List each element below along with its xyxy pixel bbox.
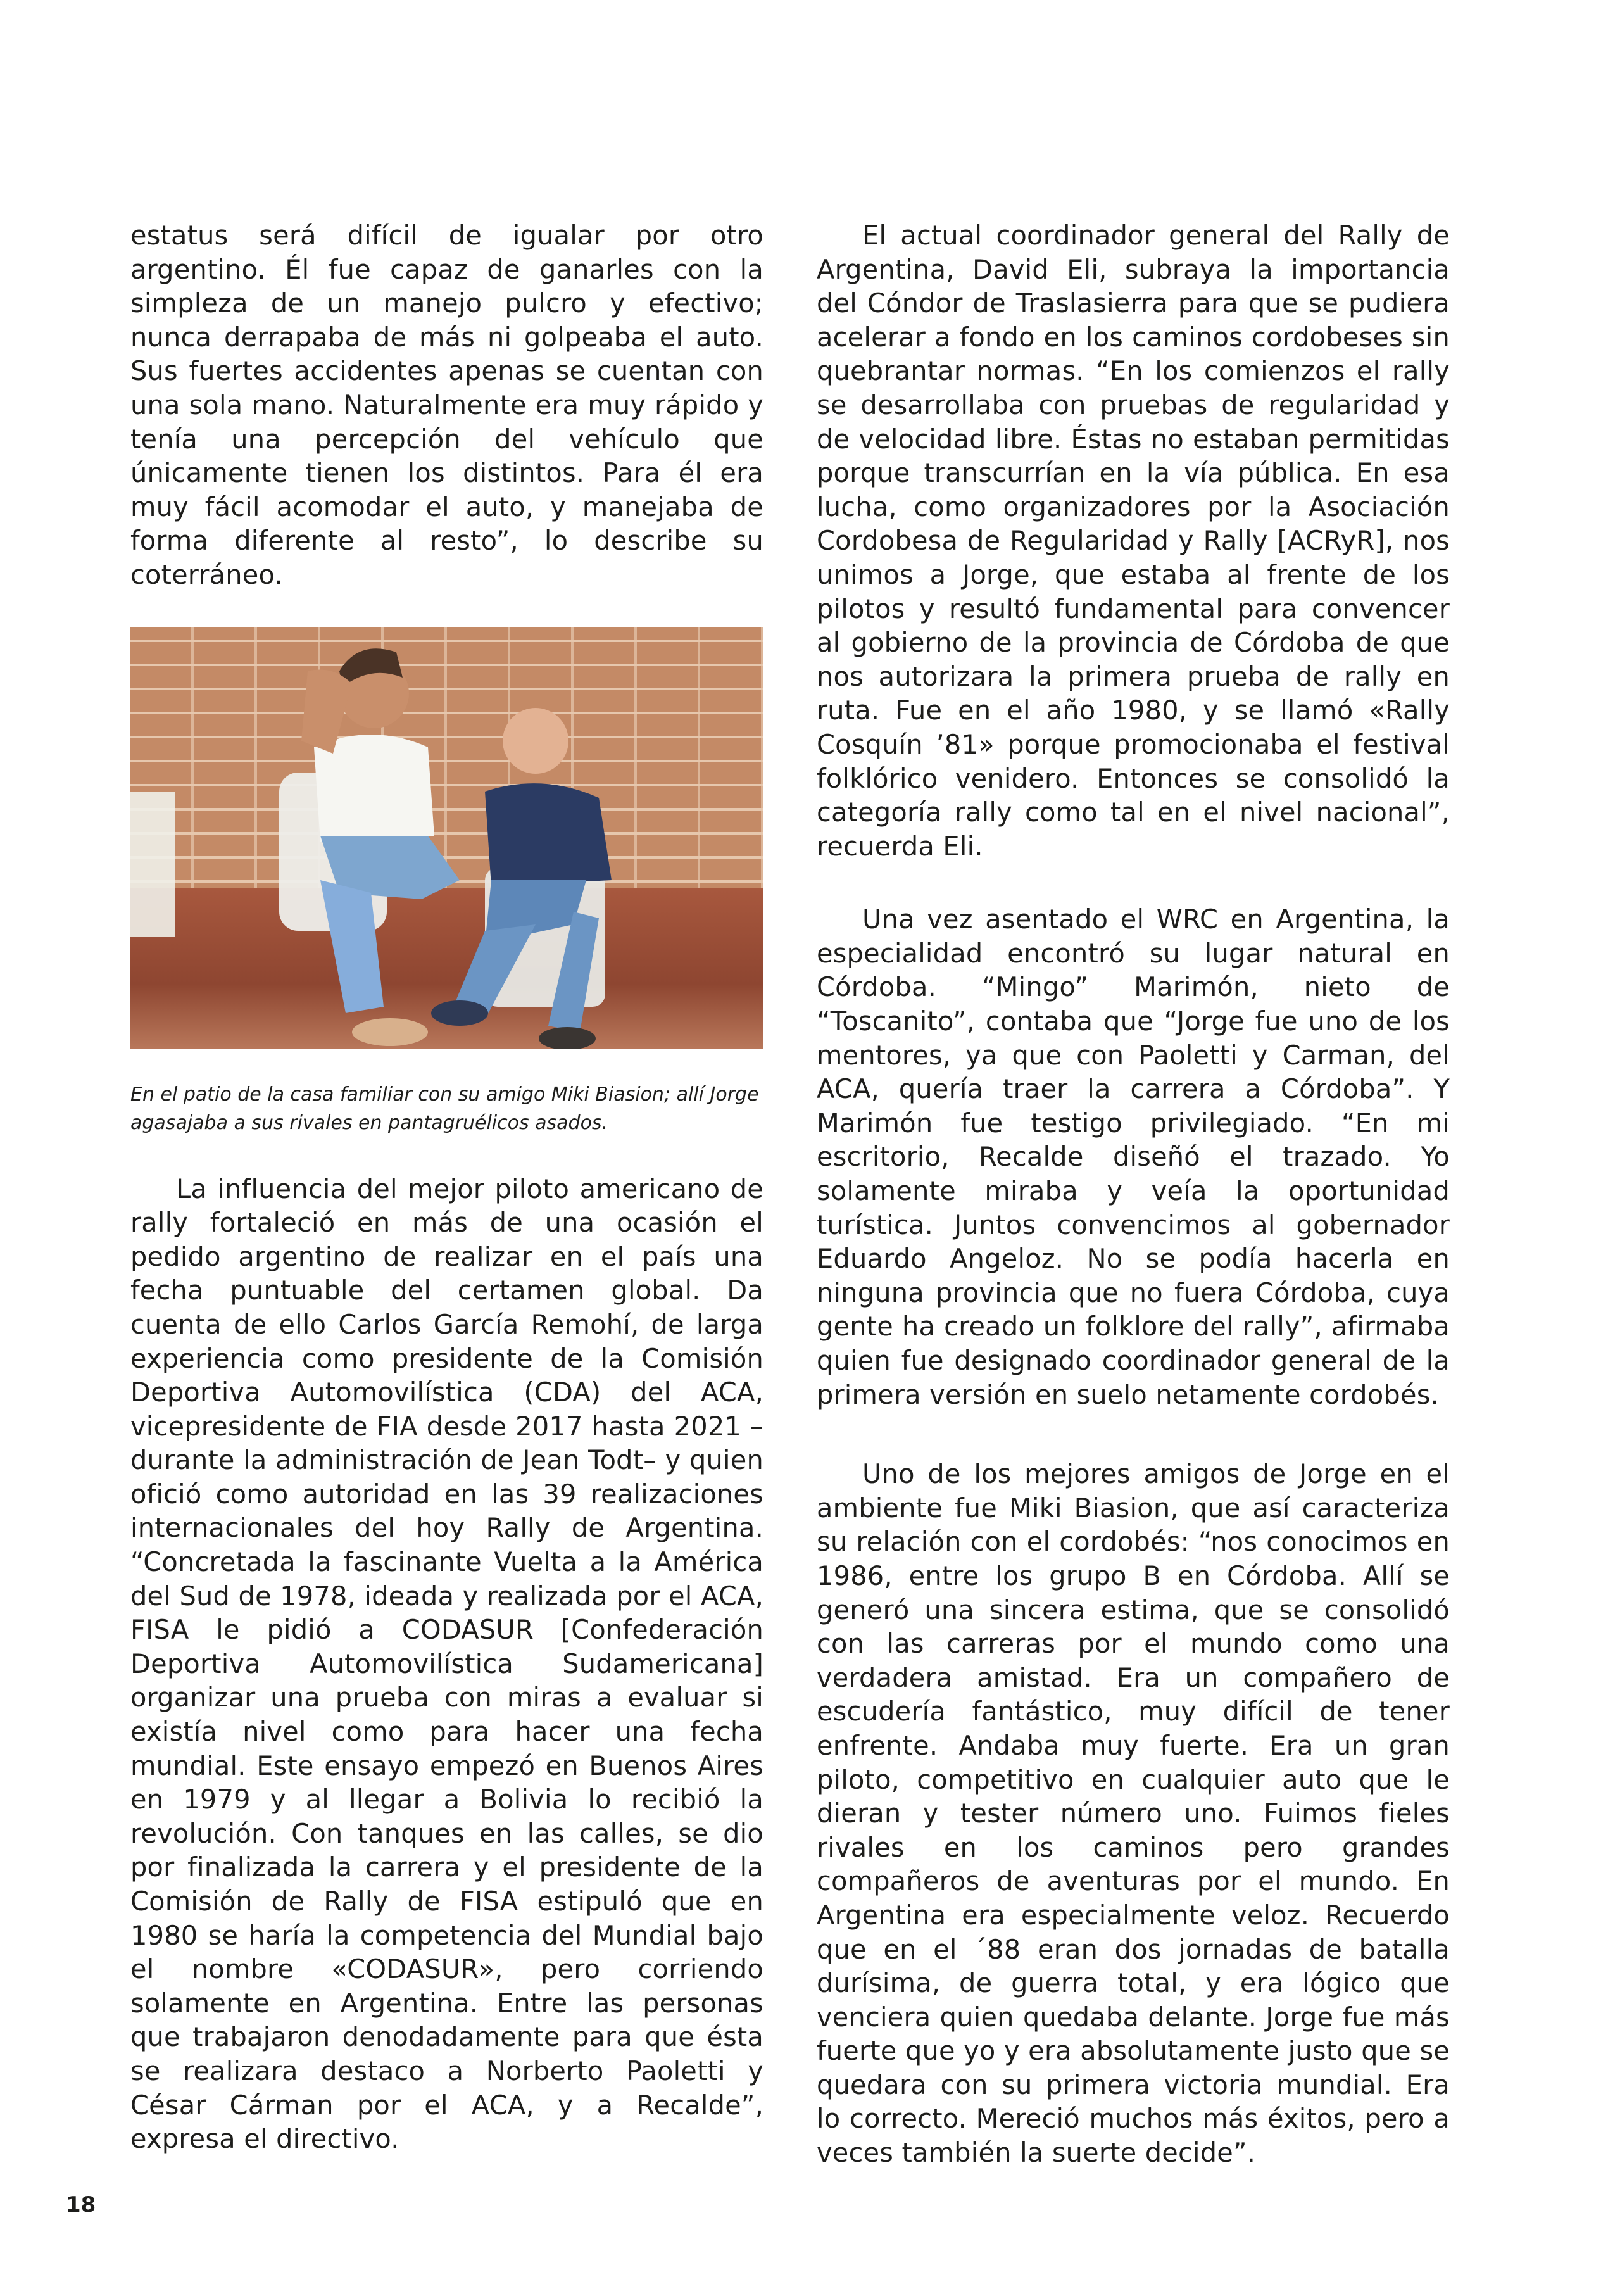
right-column xyxy=(817,218,1450,2170)
paragraph-3: Uno de los mejores amigos de Jorge en el ambiente fue Miki Biasion, que así caracteriza su relación con el cordobés: “nos conocimos en 1986, entre los grupo B en Córdoba. Allí se generó una sincera estima, que se consolidó con las carreras por el mundo como una verdadera amistad. Era un compañero de escudería fantástico, muy difícil de tener enfrente. Andaba muy fuerte. Era un gran piloto, competitivo en cualquier auto que le dieran y tester número uno. Fuimos fieles rivales en los caminos pero grandes compañeros de aventuras por el mundo. En Argentina era especialmente veloz. Recuerdo que en el ´88 eran dos jornadas de batalla durísima, de guerra total, y era lógico que venciera quien quedaba delante. Jorge fue más fuerte que yo y era absolutamente justo que se quedara con su primera victoria mundial. Era lo correcto. Mereció muchos más éxitos, pero a veces también la suerte decide”. xyxy=(817,1458,1450,2169)
patio-photo xyxy=(130,627,763,1049)
paragraph-2: Una vez asentado el WRC en Argentina, la especialidad encontró su lugar natural en Córdoba. “Mingo” Marimón, nieto de “Toscanito”, contaba que “Jorge fue uno de los mentores, ya que con Paoletti y Carman, del ACA, quería traer la carrera a Córdoba”. Y Marimón fue testigo privilegiado. “En mi escritorio, Recalde diseñó el trazado. Yo solamente miraba y veía la oportunidad turística. Juntos convencimos al gobernador Eduardo Angeloz. No se podía hacerla en ninguna provincia que no fuera Córdoba, cuya gente ha creado un folklore del rally”, afirmaba quien fue designado coordinador general de la primera versión en suelo netamente cordobés. xyxy=(817,904,1450,1410)
body-paragraph: La influencia del mejor piloto americano de rally fortaleció en más de una ocasión el pedido argentino de realizar en el país una fecha puntuable del certamen global. Da cuenta de ello Carlos García Remohí, de larga experiencia como presidente de la Comisión Deportiva Automovilística (CDA) del ACA, vicepresidente de FIA desde 2017 hasta 2021 –durante la administración de Jean Todt– y quien ofició como autoridad en las 39 realizaciones internacionales del hoy Rally de Argentina. “Concretada la fascinante Vuelta a la América del Sud de 1978, ideada y realizada por el ACA, FISA le pidió a CODASUR [Confederación Deportiva Automovilística Sudamericana] organizar una prueba con miras a evaluar si existía nivel como para hacer una fecha mundial. Este ensayo empezó en Buenos Aires en 1979 y al llegar a Bolivia lo recibió la revolución. Con tanques en las calles, se dio por finalizada la carrera y el presidente de la Comisión de Rally de FISA estipuló que en 1980 se haría la competencia del Mundial bajo el nombre «CODASUR», pero corriendo solamente en Argentina. Entre las personas que trabajaron denodadamente para que ésta se realizara destaco a Norberto Paoletti y César Cárman por el ACA, y a Recalde”, expresa el directivo. xyxy=(130,1173,763,2155)
left-column xyxy=(130,218,763,2156)
paragraph-1: El actual coordinador general del Rally de Argentina, David Eli, subraya la importancia del Cóndor de Traslasierra para que se pudiera acelerar a fondo en los caminos cordobeses sin quebrantar normas. “En los comienzos el rally se desarrollaba con pruebas de regularidad y de velocidad libre. Éstas no estaban permitidas porque transcurrían en la vía pública. En esa lucha, como organizadores por la Asociación Cordobesa de Regularidad y Rally [ACRyR], nos unimos a Jorge, que estaba al frente de los pilotos y resultó fundamental para convencer al gobierno de la provincia de Córdoba de que nos autorizara la primera prueba de rally en ruta. Fue en el año 1980, y se llamó «Rally Cosquín ’81» porque promocionaba el festival folklórico venidero. Entonces se consolidó la categoría rally como tal en el nivel nacional”, recuerda Eli. xyxy=(817,220,1450,862)
photo-caption: En el patio de la casa familiar con su amigo Miki Biasion; allí Jorge agasajaba a sus rivales en pantagruélicos asados. xyxy=(130,1083,759,1134)
photo-scene xyxy=(130,627,763,1049)
intro-paragraph: estatus será difícil de igualar por otro argentino. Él fue capaz de ganarles con la simpleza de un manejo pulcro y efectivo; nunca derrapaba de más ni golpeaba el auto. Sus fuertes accidentes apenas se cuentan con una sola mano. Naturalmente era muy rápido y tenía una percepción del vehículo que únicamente tienen los distintos. Para él era muy fácil acomodar el auto, y manejaba de forma diferente al resto”, lo describe su coterráneo. xyxy=(130,220,763,590)
page-number: 18 xyxy=(66,2192,96,2217)
